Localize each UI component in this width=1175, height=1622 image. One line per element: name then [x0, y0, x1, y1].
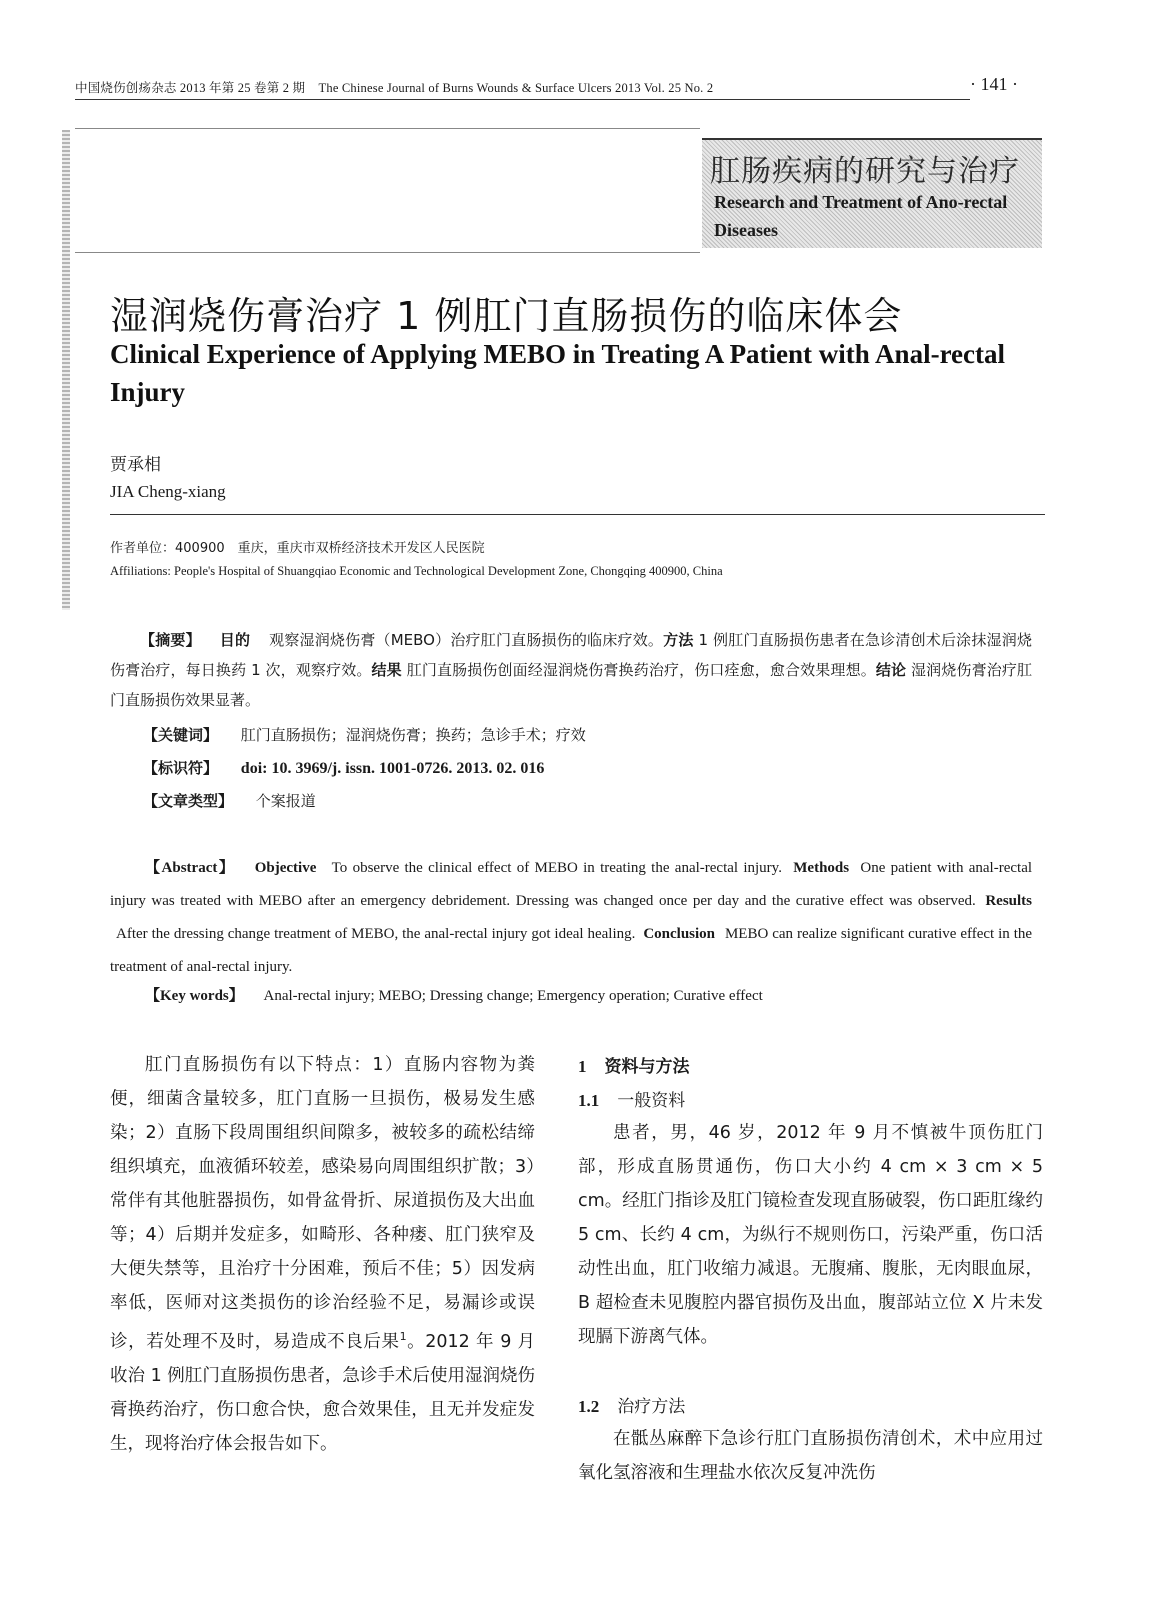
section-1-1-title: 一般资料 — [617, 1091, 686, 1111]
abstract-en-objective-label: Objective — [254, 860, 317, 876]
abstract-cn-results-label: 结果 — [371, 661, 402, 679]
scan-edge-strip — [62, 130, 70, 610]
abstract-en-objective: To observe the clinical effect of MEBO in treating the anal-rectal injury. — [331, 860, 782, 876]
affiliation-en: Affiliations: People's Hospital of Shuangqiao Economic and Technological Development Zone, Chongqing 400900, China — [110, 564, 723, 578]
abstract-cn-methods-label: 方法 — [663, 631, 694, 649]
section-1-title: 资料与方法 — [604, 1057, 690, 1077]
section-1-num: 1 — [578, 1057, 587, 1076]
intro-paragraph — [110, 1048, 535, 1461]
affiliation-cn: 作者单位：400900 重庆，重庆市双桥经济技术开发区人民医院 — [110, 541, 485, 556]
abstract-en-results-label: Results — [985, 893, 1033, 909]
author-cn: 贾承相 — [110, 455, 161, 475]
abstract-cn-conclusion: 湿润烧伤膏治疗肛门直肠损伤效果显著。 — [110, 661, 1032, 709]
keywords-en-label: 【Key words】 — [145, 988, 244, 1004]
section-1-1-num: 1.1 — [578, 1091, 600, 1110]
keywords-cn-label: 【关键词】 — [143, 726, 219, 744]
section-1-heading — [578, 1052, 690, 1077]
journal-name-en: The Chinese Journal of Burns Wounds & Surface Ulcers 2013 Vol. 25 No. 2 — [318, 81, 714, 95]
identifier-label: 【标识符】 — [143, 759, 219, 777]
article-type-label: 【文章类型】 — [143, 792, 234, 810]
author-en: JIA Cheng-xiang — [110, 482, 226, 501]
abstract-cn-objective: 观察湿润烧伤膏（MEBO）治疗肛门直肠损伤的临床疗效。 — [269, 631, 664, 649]
intro-tail: 。2012 年 9 月收治 1 例肛门直肠损伤患者，急诊手术后使用湿润烧伤膏换药治疗，伤口愈合快，愈合效果佳，且无并发症发生，现将治疗体会报告如下。 — [110, 1331, 536, 1454]
abstract-cn-results: 肛门直肠损伤创面经湿润烧伤膏换药治疗，伤口痊愈，愈合效果理想。 — [406, 661, 876, 679]
abstract-en-methods: One patient with anal-rectal injury was treated with MEBO after an emergency debridement. Dressing was changed once per day and the curative effect was observed. — [110, 860, 1033, 909]
section-1-2-num: 1.2 — [578, 1397, 600, 1416]
page-number: · 141 · — [970, 74, 1018, 94]
intro-ref: 1 — [399, 1330, 407, 1343]
author-rule — [110, 514, 1045, 515]
mid-rule — [75, 252, 700, 253]
article-type-value: 个案报道 — [255, 792, 316, 810]
abstract-en-conclusion-label: Conclusion — [643, 926, 716, 942]
header-rule — [75, 99, 970, 100]
article-type — [143, 790, 316, 811]
column-badge — [702, 138, 1042, 248]
abstract-cn — [110, 625, 1032, 715]
keywords-en — [145, 984, 763, 1005]
section-1-2-title: 治疗方法 — [617, 1397, 686, 1417]
running-header — [75, 78, 713, 96]
section-1-1-text: 患者，男，46 岁，2012 年 9 月不慎被牛顶伤肛门部，形成直肠贯通伤，伤口大小约 4 cm × 3 cm × 5 cm。经肛门指诊及肛门镜检查发现直肠破裂，伤口距肛缘约 5 cm、长约 4 cm，为纵行不规则伤口，污染严重，伤口活动性出血，肛门收缩力减退。无腹痛、腹胀，无肉眼血尿，B 超检查未见腹腔内器官损伤及出血，腹部站立位 X 片未发现膈下游离气体。 — [578, 1123, 1043, 1347]
section-1-1-heading — [578, 1086, 685, 1111]
abstract-cn-conclusion-label: 结论 — [875, 661, 907, 679]
column-title-en: Research and Treatment of Ano-rectal Diseases — [714, 192, 1008, 240]
keywords-en-value: Anal-rectal injury; MEBO; Dressing change; Emergency operation; Curative effect — [263, 988, 763, 1004]
abstract-cn-label: 【摘要】 — [140, 631, 201, 649]
title-cn: 湿润烧伤膏治疗 1 例肛门直肠损伤的临床体会 — [110, 294, 903, 338]
abstract-en-label: 【Abstract】 — [145, 860, 236, 876]
identifier — [143, 757, 544, 778]
section-1-2-text: 在骶丛麻醉下急诊行肛门直肠损伤清创术，术中应用过氧化氢溶液和生理盐水依次反复冲洗伤 — [578, 1429, 1043, 1483]
doi-value: doi: 10. 3969/j. issn. 1001-0726. 2013. 02. 016 — [240, 760, 545, 777]
intro-text: 肛门直肠损伤有以下特点：1）直肠内容物为粪便，细菌含量较多，肛门直肠一旦损伤，极易发生感染；2）直肠下段周围组织间隙多，被较多的疏松结缔组织填充，血液循环较差，感染易向周围组织扩散；3）常伴有其他脏器损伤，如骨盆骨折、尿道损伤及大出血等；4）后期并发症多，如畸形、各种瘘、肛门狭窄及大便失禁等，且治疗十分困难，预后不佳；5）因发病率低，医师对这类损伤的诊治经验不足，易漏诊或误诊，若处理不及时，易造成不良后果 — [110, 1055, 535, 1352]
abstract-en-methods-label: Methods — [793, 860, 850, 876]
abstract-en — [110, 852, 1032, 984]
section-1-2-heading — [578, 1392, 685, 1417]
top-rule — [75, 128, 700, 129]
abstract-en-results: After the dressing change treatment of MEBO, the anal-rectal injury got ideal healing. — [116, 926, 636, 942]
abstract-cn-methods: 1 例肛门直肠损伤患者在急诊清创术后涂抹湿润烧伤膏治疗，每日换药 1 次，观察疗效。 — [110, 631, 1032, 679]
journal-name-cn: 中国烧伤创疡杂志 2013 年第 25 卷第 2 期 — [75, 81, 306, 95]
column-title-cn: 肛肠疾病的研究与治疗 — [710, 154, 1020, 189]
abstract-cn-objective-label: 目的 — [219, 631, 251, 649]
keywords-cn — [143, 724, 586, 745]
keywords-cn-value: 肛门直肠损伤；湿润烧伤膏；换药；急诊手术；疗效 — [240, 726, 586, 744]
title-en: Clinical Experience of Applying MEBO in Treating A Patient with Anal-rectal Injury — [110, 339, 1006, 407]
abstract-en-conclusion: MEBO can realize significant curative effect in the treatment of anal-rectal injury. — [110, 926, 1033, 975]
